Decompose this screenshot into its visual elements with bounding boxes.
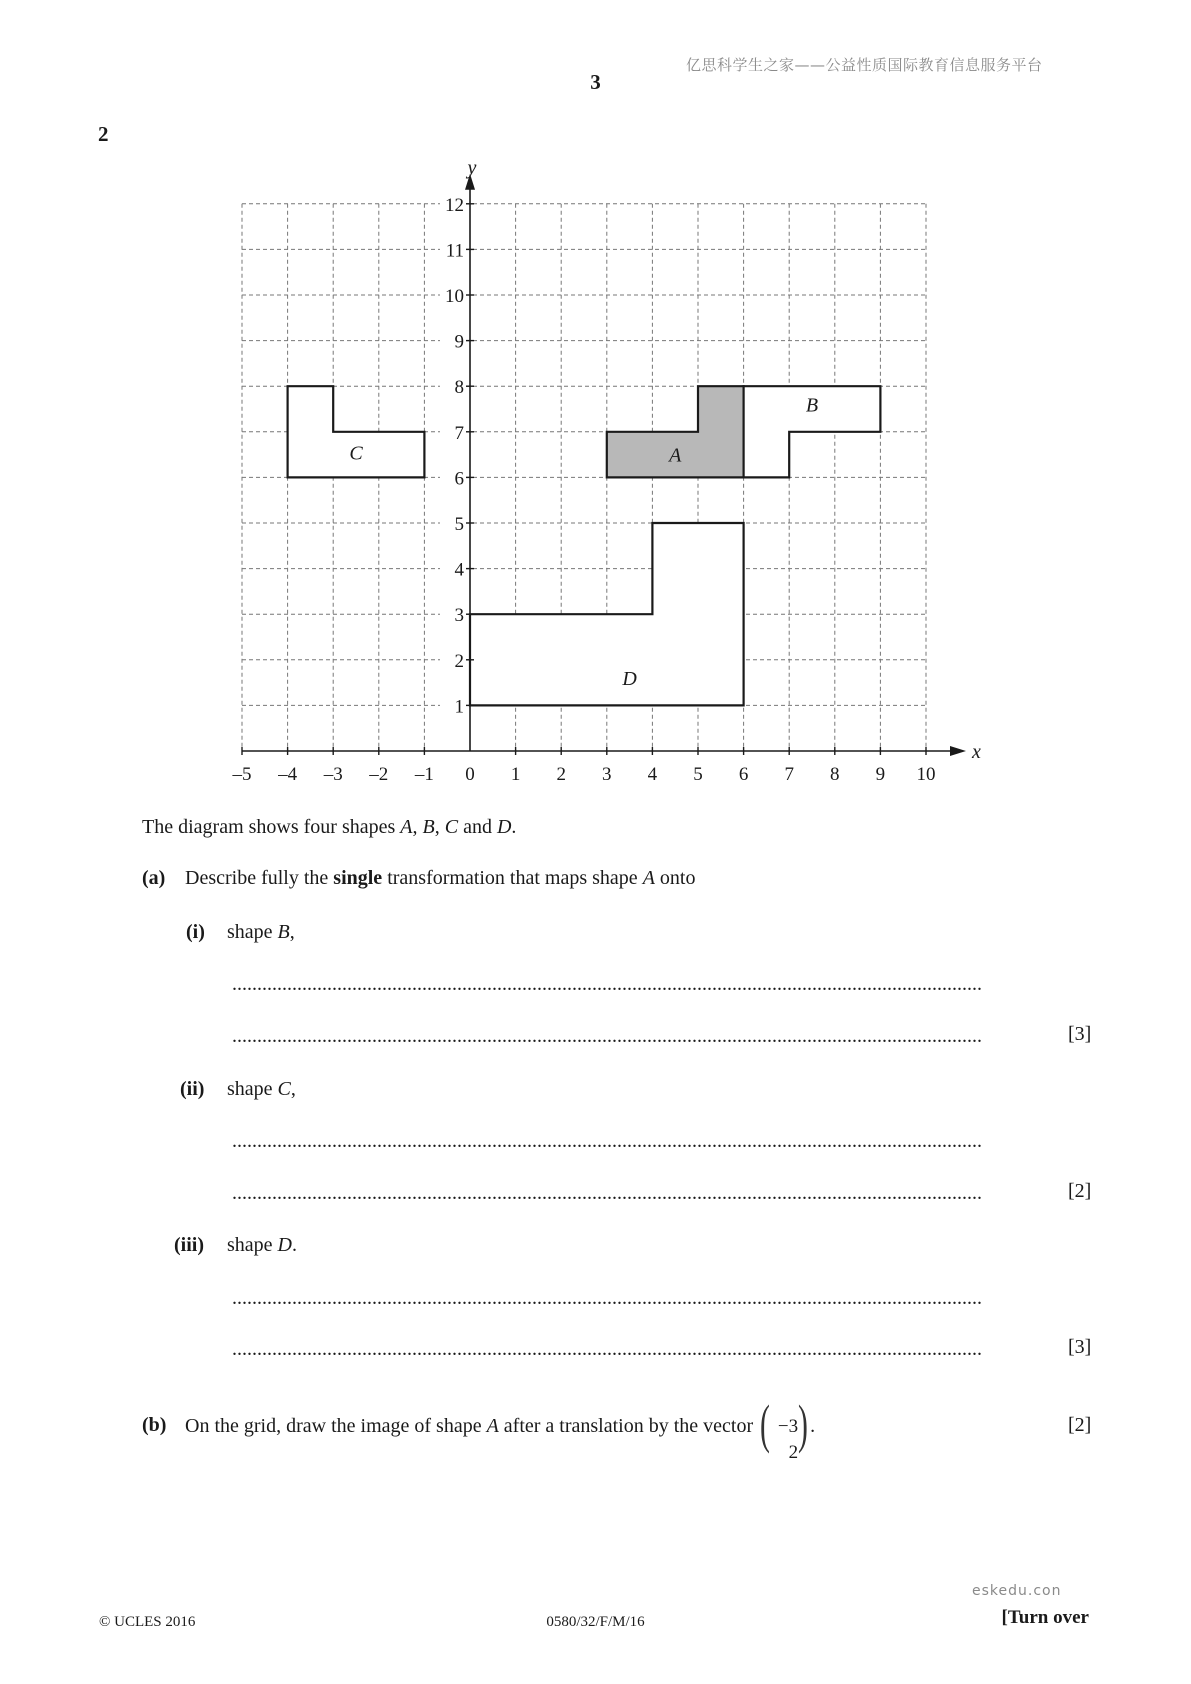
subpart-iii-post: .: [292, 1234, 297, 1256]
mark-i: [3]: [1068, 1023, 1092, 1045]
x-tick-label: –1: [414, 764, 434, 785]
vector-paren-left: (: [760, 1394, 771, 1455]
subpart-i-text: [227, 921, 295, 944]
subpart-iii-label: (iii): [174, 1234, 204, 1256]
intro-shape-a: A: [400, 816, 413, 838]
intro-pre: The diagram shows four shapes: [142, 816, 401, 838]
y-tick-label: 5: [454, 514, 464, 535]
x-tick-label: –5: [232, 764, 252, 785]
x-tick-label: 9: [875, 764, 886, 785]
x-tick-label: 4: [647, 764, 658, 785]
answer-line-iii-1[interactable]: ......................................................................................................................................................: [232, 1287, 982, 1309]
shape-label-b: B: [805, 394, 819, 417]
part-a-bold: single: [333, 867, 383, 889]
part-b-pre: On the grid, draw the image of shape: [185, 1415, 487, 1437]
x-tick-label: 5: [693, 764, 703, 785]
answer-line-ii-2[interactable]: ......................................................................................................................................................: [232, 1182, 982, 1204]
x-tick-label: 10: [916, 764, 936, 785]
coordinate-grid: [0, 0, 1191, 790]
y-axis-label: y: [467, 156, 477, 179]
subpart-i-shape: B: [277, 921, 290, 943]
shape-label-c: C: [349, 442, 363, 465]
part-a-shape: A: [642, 867, 655, 889]
mark-iii: [3]: [1068, 1336, 1092, 1358]
footer-copyright: © UCLES 2016: [99, 1614, 196, 1630]
y-tick-label: 2: [454, 650, 464, 672]
part-b-end: .: [810, 1415, 816, 1437]
answer-line-ii-1[interactable]: ......................................................................................................................................................: [232, 1130, 982, 1152]
x-axis-arrow: [950, 746, 966, 756]
x-tick-label: –4: [278, 764, 298, 785]
y-tick-label: 12: [445, 194, 464, 216]
x-tick-label: 6: [738, 764, 749, 785]
x-tick-label: 7: [784, 764, 794, 785]
part-a-mid: transformation that maps shape: [382, 867, 643, 889]
intro-end: .: [511, 816, 517, 838]
x-tick-label: 3: [602, 764, 612, 785]
x-tick-label: –2: [369, 764, 389, 785]
x-tick-label: 8: [830, 764, 840, 785]
intro-shape-c: C: [444, 816, 459, 838]
intro-sep2: ,: [434, 816, 445, 838]
y-tick-label: 9: [454, 331, 464, 353]
page-number: 3: [590, 70, 601, 94]
y-tick-label: 6: [454, 468, 464, 490]
subpart-iii-shape: D: [277, 1234, 292, 1256]
vector-top: −3: [777, 1416, 799, 1438]
part-a-question: [185, 867, 695, 890]
intro-shape-b: B: [422, 816, 435, 838]
subpart-ii-shape: C: [277, 1078, 291, 1100]
part-b-shape: A: [486, 1415, 499, 1437]
part-b-label: (b): [142, 1414, 167, 1436]
answer-line-iii-2[interactable]: ......................................................................................................................................................: [232, 1338, 982, 1360]
y-tick-label: 10: [445, 286, 464, 307]
answer-line-i-2[interactable]: ......................................................................................................................................................: [232, 1025, 982, 1047]
shape-label-d: D: [622, 668, 637, 691]
part-a-label: (a): [142, 867, 166, 889]
shape-label-a: A: [669, 444, 682, 467]
intro-and: and: [458, 816, 497, 838]
subpart-ii-text: [227, 1078, 296, 1101]
y-tick-label: 3: [454, 605, 464, 627]
mark-b: [2]: [1068, 1414, 1092, 1436]
part-b-question: [185, 1394, 816, 1464]
y-tick-label: 8: [454, 377, 464, 399]
subpart-iii-text: [227, 1234, 297, 1257]
vector-bottom: 2: [788, 1442, 799, 1464]
part-a-post: onto: [654, 867, 696, 889]
subpart-ii-post: ,: [290, 1078, 296, 1100]
subpart-ii-label: (ii): [180, 1078, 205, 1100]
answer-line-i-1[interactable]: ......................................................................................................................................................: [232, 973, 982, 995]
x-tick-label: 1: [510, 764, 521, 785]
vector-paren-right: ): [798, 1394, 809, 1455]
y-tick-label: 11: [445, 240, 464, 262]
y-tick-label: 4: [454, 559, 464, 581]
question-number: 2: [98, 122, 109, 146]
y-tick-label: 1: [454, 696, 464, 718]
x-tick-label: 2: [556, 764, 566, 785]
subpart-iii-pre: shape: [227, 1234, 278, 1256]
subpart-i-post: ,: [289, 921, 295, 943]
intro-shape-d: D: [496, 816, 512, 838]
footer-site: eskedu.con: [972, 1583, 1062, 1599]
part-a: [142, 867, 165, 890]
intro-text: [142, 816, 516, 839]
subpart-ii-pre: shape: [227, 1078, 278, 1100]
x-axis-label: x: [972, 741, 981, 763]
part-b-post: after a translation by the vector: [498, 1415, 759, 1437]
intro-sep1: ,: [412, 816, 423, 838]
part-a-pre: Describe fully the: [185, 867, 334, 889]
footer-turn-over: [Turn over: [1001, 1607, 1089, 1628]
mark-ii: [2]: [1068, 1180, 1092, 1202]
subpart-i-pre: shape: [227, 921, 278, 943]
subpart-i-label: (i): [186, 921, 205, 943]
header-watermark: 亿思科学生之家——公益性质国际教育信息服务平台: [686, 56, 1043, 74]
footer-code: 0580/32/F/M/16: [546, 1614, 645, 1630]
x-tick-label: –3: [323, 764, 343, 785]
x-tick-label: 0: [465, 764, 475, 785]
translation-vector: [760, 1394, 809, 1464]
y-tick-label: 7: [454, 422, 464, 444]
